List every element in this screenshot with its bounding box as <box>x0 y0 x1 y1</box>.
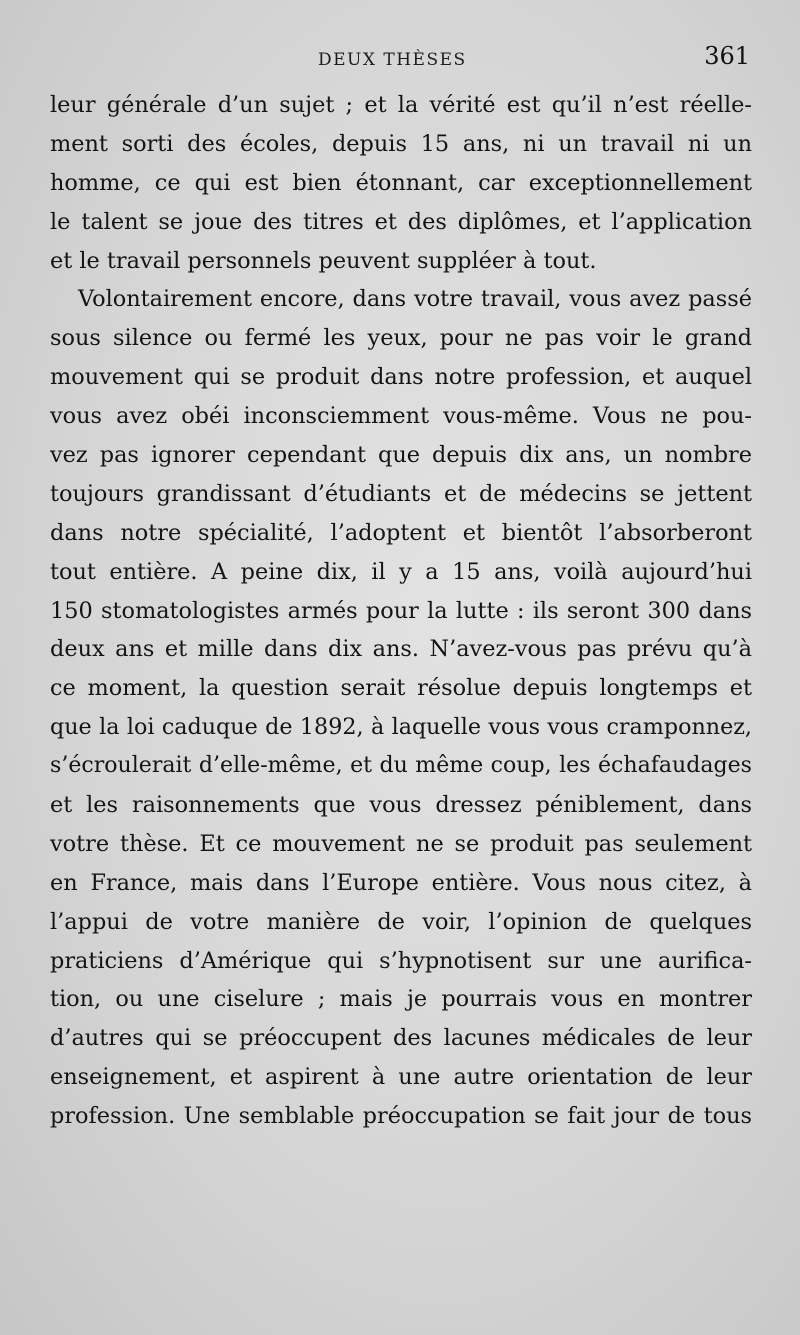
text-line: leur générale d’un sujet ; et la vérité est qu’il n’est réelle- <box>50 92 752 118</box>
text-line: et le travail personnels peuvent suppléer à tout. <box>50 247 597 274</box>
running-title: DEUX THÈSES <box>318 50 467 70</box>
text-line: homme, ce qui est bien étonnant, car exceptionnellement <box>50 169 752 196</box>
text-line: vez pas ignorer cependant que depuis dix ans, un nombre <box>50 442 752 469</box>
text-line: profession. Une semblable préoccupation se fait jour de tous <box>50 1103 752 1130</box>
text-line: ce moment, la question serait résolue depuis longtemps et <box>50 675 752 702</box>
text-line: vous avez obéi inconsciemment vous-même. Vous ne pou- <box>50 403 752 430</box>
running-head <box>0 42 800 78</box>
text-line: mouvement qui se produit dans notre profession, et auquel <box>50 364 752 391</box>
text-line: ment sorti des écoles, depuis 15 ans, ni un travail ni un <box>50 130 752 157</box>
body-text <box>50 86 752 1136</box>
text-line: l’appui de votre manière de voir, l’opinion de quelques <box>50 908 752 935</box>
text-line: tion, ou une ciselure ; mais je pourrais vous en montrer <box>50 986 752 1013</box>
text-line: dans notre spécialité, l’adoptent et bientôt l’absorberont <box>50 519 752 546</box>
text-line: d’autres qui se préoccupent des lacunes médicales de leur <box>50 1025 752 1052</box>
text-line: s’écroulerait d’elle-même, et du même coup, les échafaudages <box>50 753 752 779</box>
text-line: 150 stomatologistes armés pour la lutte : ils seront 300 dans <box>50 597 752 624</box>
text-line: Volontairement encore, dans votre travail, vous avez passé <box>78 286 752 313</box>
text-line: deux ans et mille dans dix ans. N’avez-vous pas prévu qu’à <box>50 636 752 663</box>
page-number: 361 <box>704 42 750 70</box>
text-line: toujours grandissant d’étudiants et de médecins se jettent <box>50 480 752 507</box>
text-line: sous silence ou fermé les yeux, pour ne pas voir le grand <box>50 325 752 352</box>
text-line: tout entière. A peine dix, il y a 15 ans, voilà aujourd’hui <box>50 558 752 585</box>
text-line: le talent se joue des titres et des diplômes, et l’application <box>50 208 752 235</box>
text-line: enseignement, et aspirent à une autre orientation de leur <box>50 1064 752 1091</box>
text-line: praticiens d’Amérique qui s’hypnotisent sur une aurifica- <box>50 947 752 974</box>
text-line: votre thèse. Et ce mouvement ne se produit pas seulement <box>50 830 752 857</box>
text-line: et les raisonnements que vous dressez péniblement, dans <box>50 792 752 819</box>
text-line: en France, mais dans l’Europe entière. Vous nous citez, à <box>50 869 752 896</box>
text-line: que la loi caduque de 1892, à laquelle vous vous cramponnez, <box>50 714 752 741</box>
